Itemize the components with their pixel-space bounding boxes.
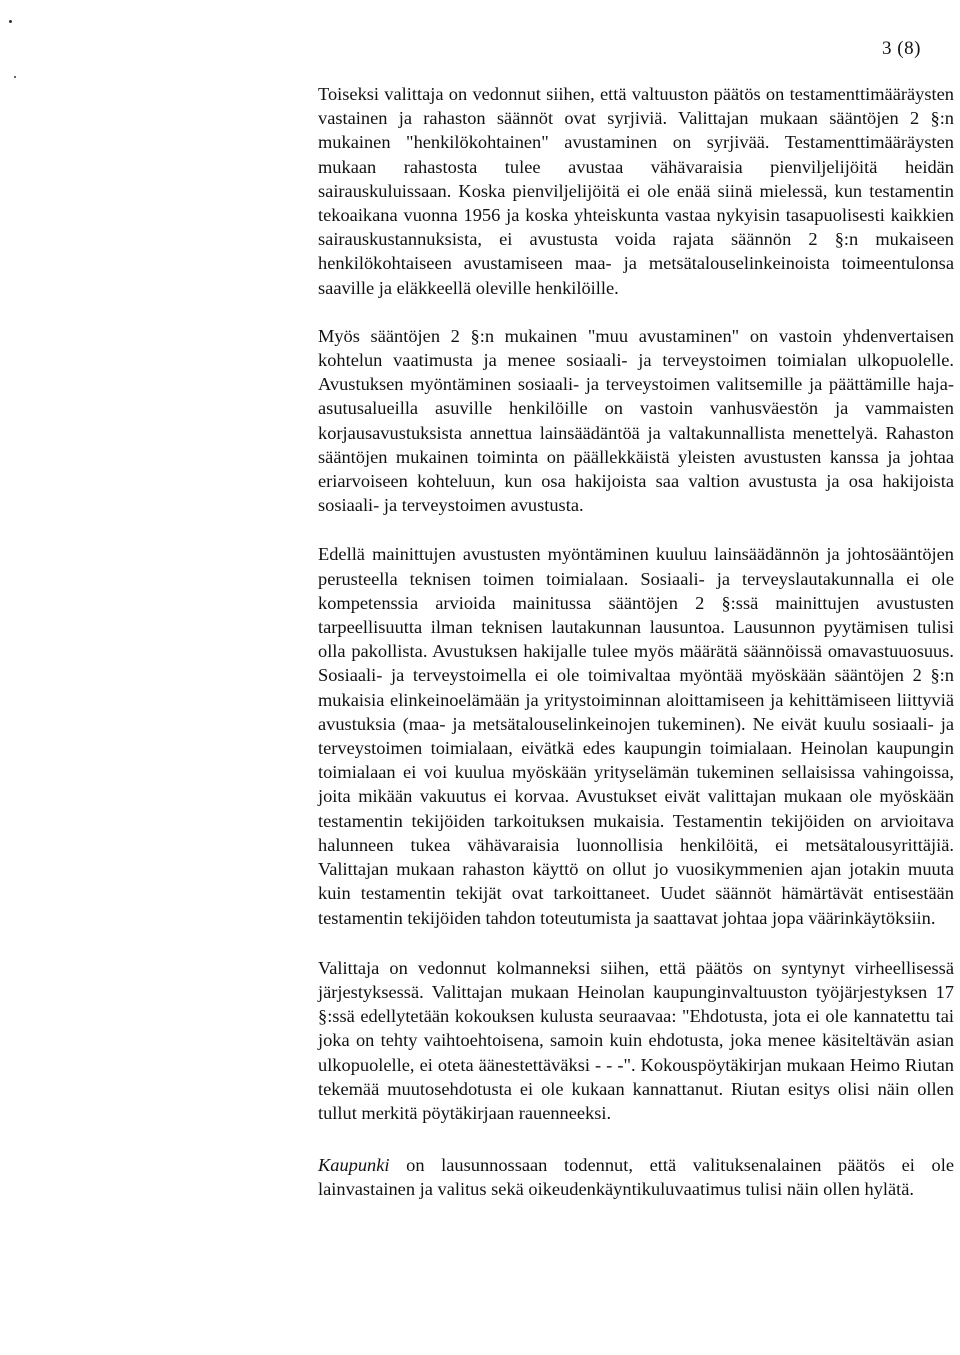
page-number: 3 (8): [882, 38, 921, 59]
paragraph-city-statement: [318, 1153, 954, 1201]
paragraph-other-assistance: Myös sääntöjen 2 §:n mukainen "muu avustaminen" on vastoin yhdenvertaisen kohtelun vaatimusta ja menee sosiaali- ja terveystoimen toimialan ulkopuolelle. Avustuksen myöntäminen sosiaali- ja terveystoimen valitsemille ja päättämille haja-asutusalueilla asuville henkilöille on vastoin vanhusväestön ja vammaisten korjausavustuksista annettua lainsäädäntöä ja valtakunnallista menettelyä. Rahaston sääntöjen mukainen toiminta on päällekkäistä yleisten avustusten kanssa ja johtaa eriarvoiseen kohteluun, kun osa hakijoista saa valtion avustusta ja osa hakijoista sosiaali- ja terveystoimen avustusta.: [318, 325, 954, 516]
paragraph-city-statement-text: on lausunnossaan todennut, että valituksenalainen päätös ei ole lainvastainen ja valitus sekä oikeudenkäyntikuluvaatimus tulisi näin ollen hylätä.: [318, 1155, 954, 1200]
document-body: [318, 82, 954, 1202]
italic-lead: Kaupunki: [318, 1155, 390, 1176]
paragraph-competence: Edellä mainittujen avustusten myöntäminen kuuluu lainsäädännön ja johtosääntöjen perusteella teknisen toimen toimialaan. Sosiaali- ja terveyslautakunnalla ei ole kompetenssia arvioida mainitussa sääntöjen 2 §:ssä mainittujen avustusten tarpeellisuutta ilman teknisen lautakunnan lausuntoa. Lausunnon pyytämisen tulisi olla pakollista. Avustuksen hakijalle tulee myös määrätä säännöissä omavastuuosuus. Sosiaali- ja terveystoimella ei ole toimivaltaa myöntää myöskään sääntöjen 2 §:n mukaisia elinkeinoelämään ja yritystoiminnan aloittamiseen ja kehittämiseen liittyviä avustuksia (maa- ja metsätalouselinkeinojen tukeminen). Ne eivät kuulu sosiaali- ja terveystoimen toimialaan, eivätkä edes kaupungin toimialaan. Heinolan kaupungin toimialaan ei voi kuulua myöskään yrityselämän tukeminen sellaisissa vahingoissa, joita mikään vakuutus ei korvaa. Avustukset eivät valittajan mukaan ole myöskään testamentin tekijöiden tarkoituksen mukaisia. Testamentin tekijöiden on arvioitava halunneen tukea vähävaraisia luonnollisia henkilöitä, ei metsätalousyrittäjiä. Valittajan mukaan rahaston käyttö on ollut jo vuosikymmenien ajan jotakin muuta kuin testamentin tekijät ovat tarkoittaneet. Uudet säännöt hämärtävät entisestään testamentin tekijöiden tahdon toteutumista ja saattavat johtaa jopa väärinkäytöksiin.: [318, 544, 954, 928]
scan-speck: [9, 20, 12, 23]
paragraph-second-ground: Toiseksi valittaja on vedonnut siihen, että valtuuston päätös on testamenttimääräysten vastainen ja rahaston säännöt ovat syrjiviä. Valittajan mukaan sääntöjen 2 §:n mukainen "henkilökohtainen" avustaminen on syrjivää. Testamenttimääräysten mukaan rahastosta tulee avustaa vähävaraisia pienviljelijöitä heidän sairauskuluissaan. Koska pienviljelijöitä ei ole enää siinä mielessä, kun testamentin tekoaikana vuonna 1956 ja koska yhteiskunta vastaa nykyisin tasapuolisesti kaikkien sairauskustannuksista, ei avustusta voida rajata säännön 2 §:n mukaiseen henkilökohtaiseen avustamiseen maa- ja metsätalouselinkeinoista toimeentulonsa saaville ja eläkkeellä oleville henkilöille.: [318, 84, 954, 298]
paragraph-third-ground: Valittaja on vedonnut kolmanneksi siihen, että päätös on syntynyt virheellisessä järjestyksessä. Valittajan mukaan Heinolan kaupunginvaltuuston työjärjestyksen 17 §:ssä edellytetään kokouksen kulusta seuraavaa: "Ehdotusta, jota ei ole kannatettu tai joka on tehty vaihtoehtoisena, samoin kuin ehdotusta, joka menee käsiteltävän asian ulkopuolelle, ei oteta äänestettäväksi - - -". Kokouspöytäkirjan mukaan Heimo Riutan tekemää muutosehdotusta ei ole kukaan kannattanut. Riutan esitys olisi näin ollen tullut merkitä pöytäkirjaan rauenneeksi.: [318, 957, 954, 1123]
scan-speck: [14, 76, 16, 78]
